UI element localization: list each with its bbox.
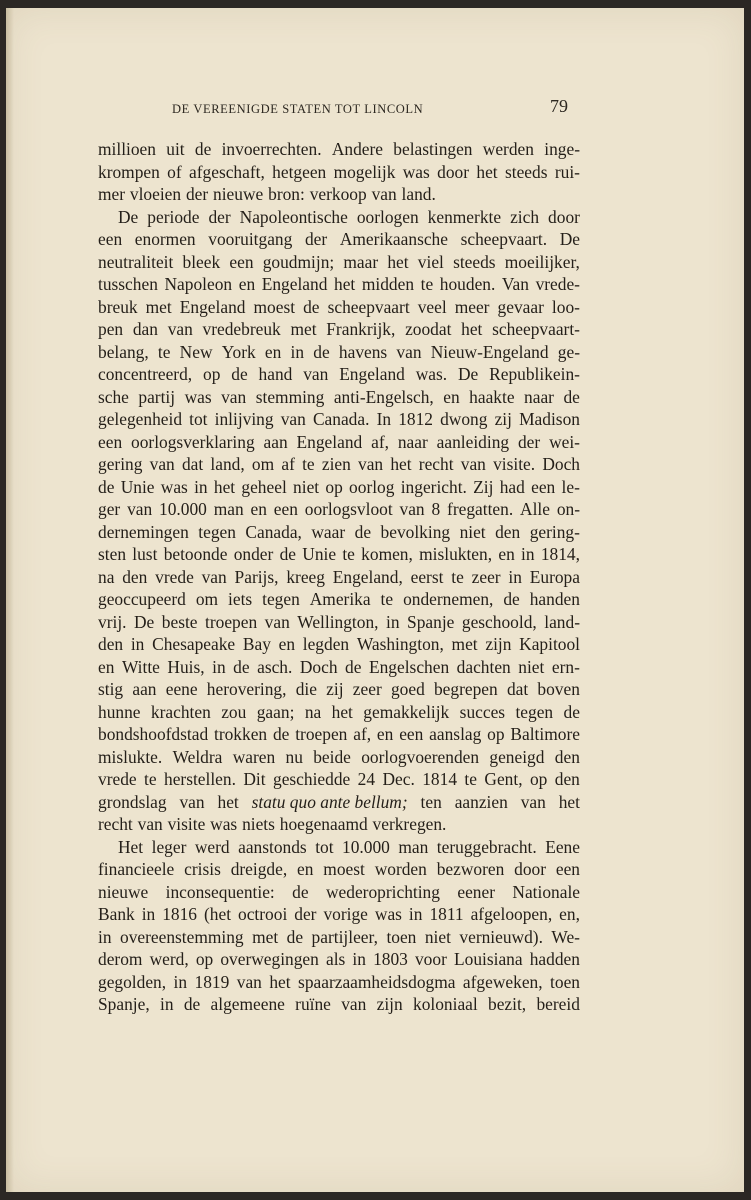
text-line: dernemingen tegen Canada, waar de bevolking niet den gering- [98,521,580,542]
text-line: belang, te New York en in de havens van Nieuw-Engeland ge- [98,341,580,362]
text-line: en Witte Huis, in de asch. Doch de Engelschen dachten niet ern- [98,656,580,677]
text-line: pen dan van vredebreuk met Frankrijk, zoodat het scheepvaart- [98,319,580,339]
page-number: 79 [550,96,568,116]
text-line: financieele crisis dreigde, en moest worden bezworen door een [98,859,580,879]
text-line: sten lust betoonde onder de Unie te komen, mislukten, en in 1814, [98,544,580,564]
text-line: vrede te herstellen. Dit geschiedde 24 Dec. 1814 te Gent, op den [98,769,580,789]
text-line: breuk met Engeland moest de scheepvaart veel meer gevaar loo- [98,296,580,317]
body-text [98,138,580,1016]
text-line: mer vloeien der nieuwe bron: verkoop van land. [98,184,436,204]
text-line: een enormen vooruitgang der Amerikaansche scheepvaart. De [98,229,580,249]
text-line: gelegenheid tot inlijving van Canada. In 1812 dwong zij Madison [98,409,580,429]
text-line: nieuwe inconsequentie: de wederoprichting eener Nationale [98,881,580,902]
text-line: ger van 10.000 man en een oorlogsvloot van 8 fregatten. Alle on- [98,499,580,519]
text-line: een oorlogsverklaring aan Engeland af, naar aanleiding der wei- [98,431,580,452]
text-line: gegolden, in 1819 van het spaarzaamheidsdogma afgeweken, toen [98,971,580,992]
text-line: vrij. De beste troepen van Wellington, in Spanje geschoold, land- [98,611,580,632]
text-line: krompen of afgeschaft, hetgeen mogelijk was door het steeds rui- [98,161,580,182]
text-line: Bank in 1816 (het octrooi der vorige was in 1811 afgeloopen, en, [98,904,580,924]
text-line: den in Chesapeake Bay en legden Washington, met zijn Kapitool [98,634,580,654]
text-line: sche partij was van stemming anti-Engelsch, en haakte naar de [98,386,580,407]
text-line: mislukte. Weldra waren nu beide oorlogvoerenden geneigd den [98,746,580,767]
text-line: geoccupeerd om iets tegen Amerika te ondernemen, de handen [98,589,580,609]
text-line: derom werd, op overwegingen als in 1803 voor Louisiana hadden [98,949,580,969]
text-line: recht van visite was niets hoegenaamd verkregen. [98,814,447,834]
text-line: in overeenstemming met de partijleer, toen niet vernieuwd). We- [98,926,580,947]
text-line: De periode der Napoleontische oorlogen kenmerkte zich door [118,206,580,227]
text-line: tusschen Napoleon en Engeland het midden te houden. Van vrede- [98,274,580,294]
text-line: neutraliteit bleek een goudmijn; maar het viel steeds moeilijker, [98,251,580,272]
text-line: Het leger werd aanstonds tot 10.000 man teruggebracht. Eene [118,836,580,857]
text-line: na den vrede van Parijs, kreeg Engeland, eerst te zeer in Europa [98,566,580,587]
text-line: de Unie was in het geheel niet op oorlog ingericht. Zij had een le- [98,476,580,497]
text-line: concentreerd, op de hand van Engeland was. De Republikein- [98,364,580,384]
text-line: stig aan eene herovering, die zij zeer goed begrepen dat boven [98,679,580,699]
book-page [6,8,744,1192]
text-line: grondslag van het statu quo ante bellum; ten aanzien van het [98,791,580,812]
text-line: millioen uit de invoerrechten. Andere belastingen werden inge- [98,139,580,159]
running-title: DE VEREENIGDE STATEN TOT LINCOLN [172,102,424,116]
text-line: gering van dat land, om af te zien van het recht van visite. Doch [98,454,580,474]
text-line: hunne krachten zou gaan; na het gemakkelijk succes tegen de [98,701,580,722]
text-line: Spanje, in de algemeene ruïne van zijn koloniaal bezit, bereid [98,994,580,1014]
text-line: bondshoofdstad trokken de troepen af, en een aanslag op Baltimore [98,724,580,744]
